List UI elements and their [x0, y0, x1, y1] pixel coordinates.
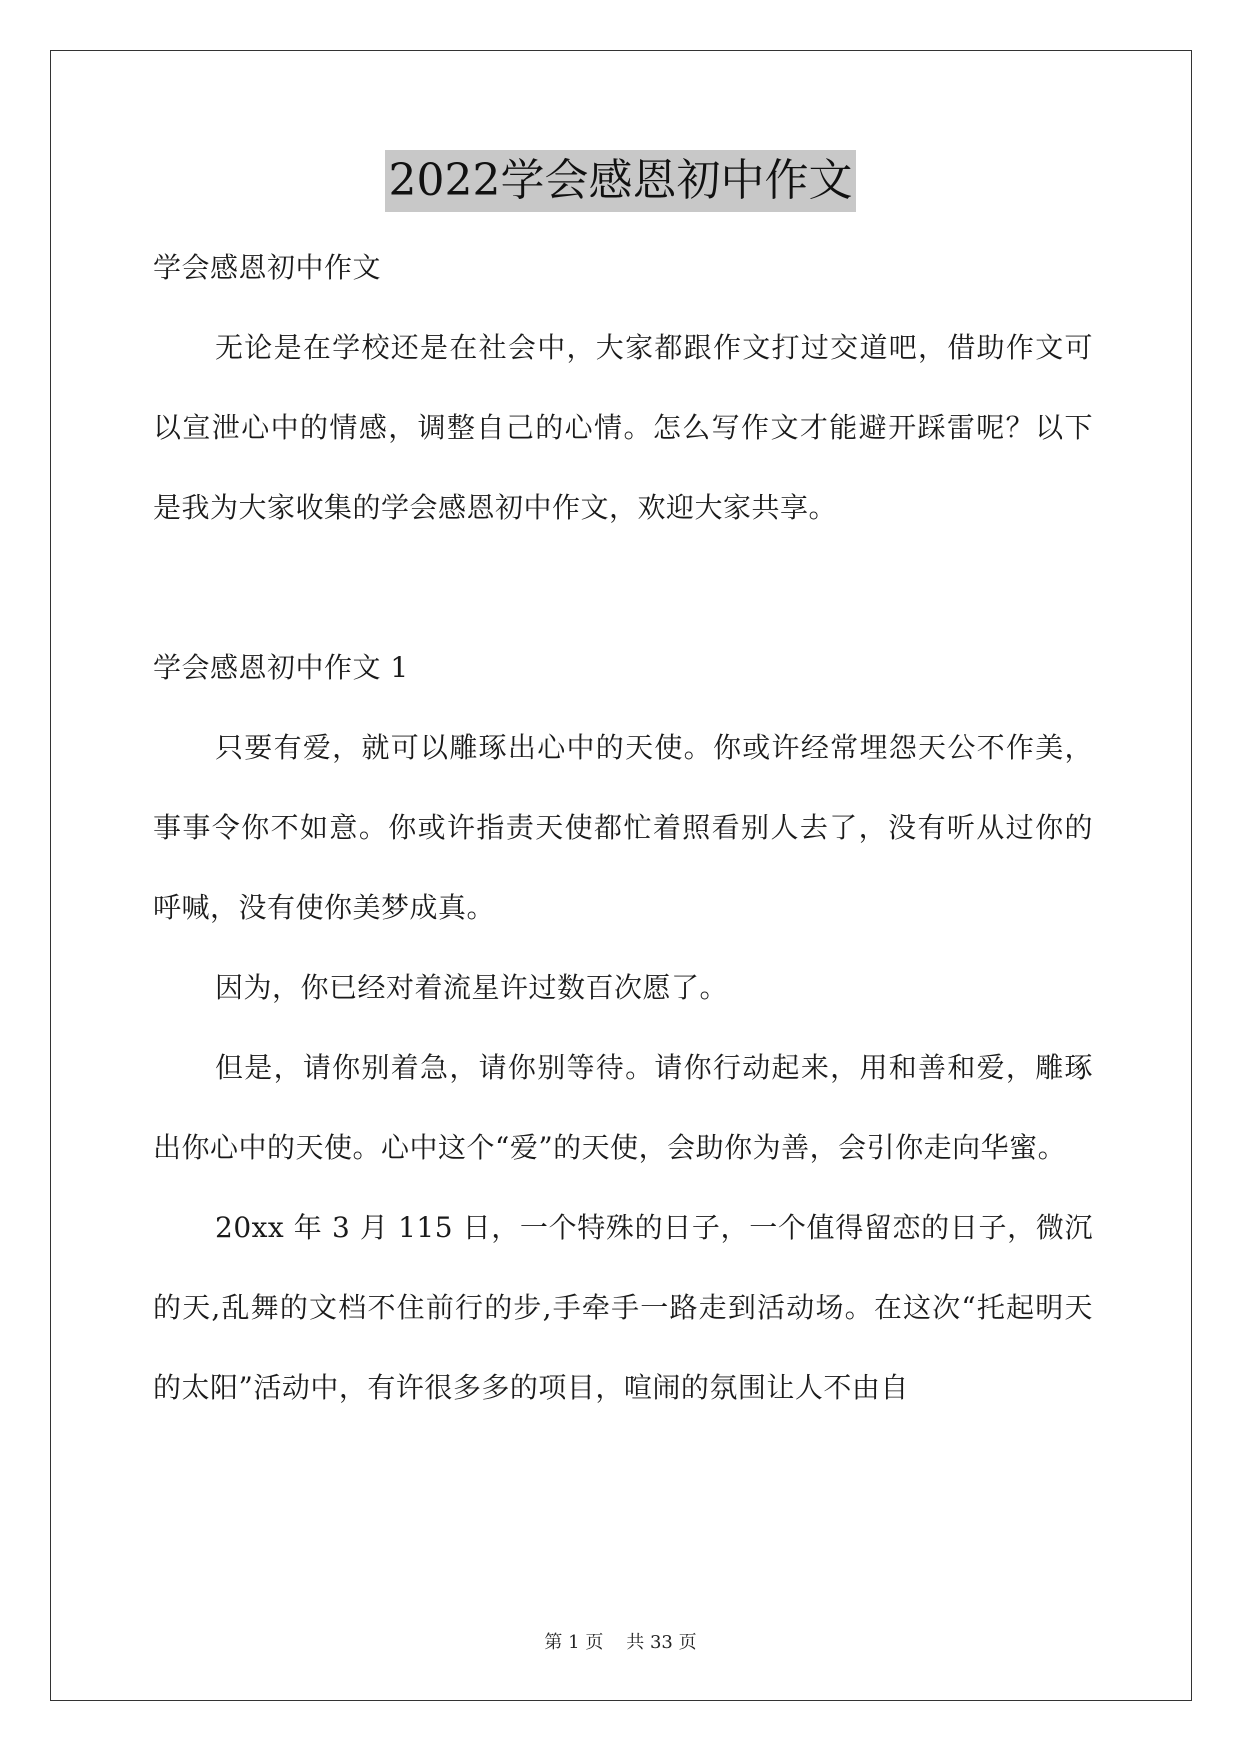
page-number: 第 1 页	[544, 1632, 604, 1653]
page-footer	[0, 1630, 1241, 1656]
intro-paragraph: 无论是在学校还是在社会中，大家都跟作文打过交道吧，借助作文可以宣泄心中的情感，调整自己的心情。怎么写作文才能避开踩雷呢？以下是我为大家收集的学会感恩初中作文，欢迎大家共享。	[153, 331, 1093, 524]
document-body	[153, 228, 1093, 1428]
body-paragraph: 因为，你已经对着流星许过数百次愿了。	[215, 971, 729, 1004]
title-wrap	[0, 150, 1241, 212]
body-paragraph: 但是，请你别着急，请你别等待。请你行动起来，用和善和爱，雕琢出你心中的天使。心中这个“爱”的天使，会助你为善，会引你走向华蜜。	[153, 1051, 1093, 1164]
total-pages: 共 33 页	[626, 1632, 697, 1653]
body-paragraph: 只要有爱，就可以雕琢出心中的天使。你或许经常埋怨天公不作美，事事令你不如意。你或许指责天使都忙着照看别人去了，没有听从过你的呼喊，没有使你美梦成真。	[153, 731, 1093, 924]
document-title: 2022学会感恩初中作文	[385, 150, 857, 212]
section-heading: 学会感恩初中作文 1	[153, 651, 409, 684]
subtitle-paragraph: 学会感恩初中作文	[153, 251, 382, 284]
body-paragraph: 20xx 年 3 月 115 日，一个特殊的日子，一个值得留恋的日子，微沉的天,乱舞的文档不住前行的步,手牵手一路走到活动场。在这次“托起明天的太阳”活动中，有许很多多的项目，喧闹的氛围让人不由自	[153, 1211, 1093, 1404]
